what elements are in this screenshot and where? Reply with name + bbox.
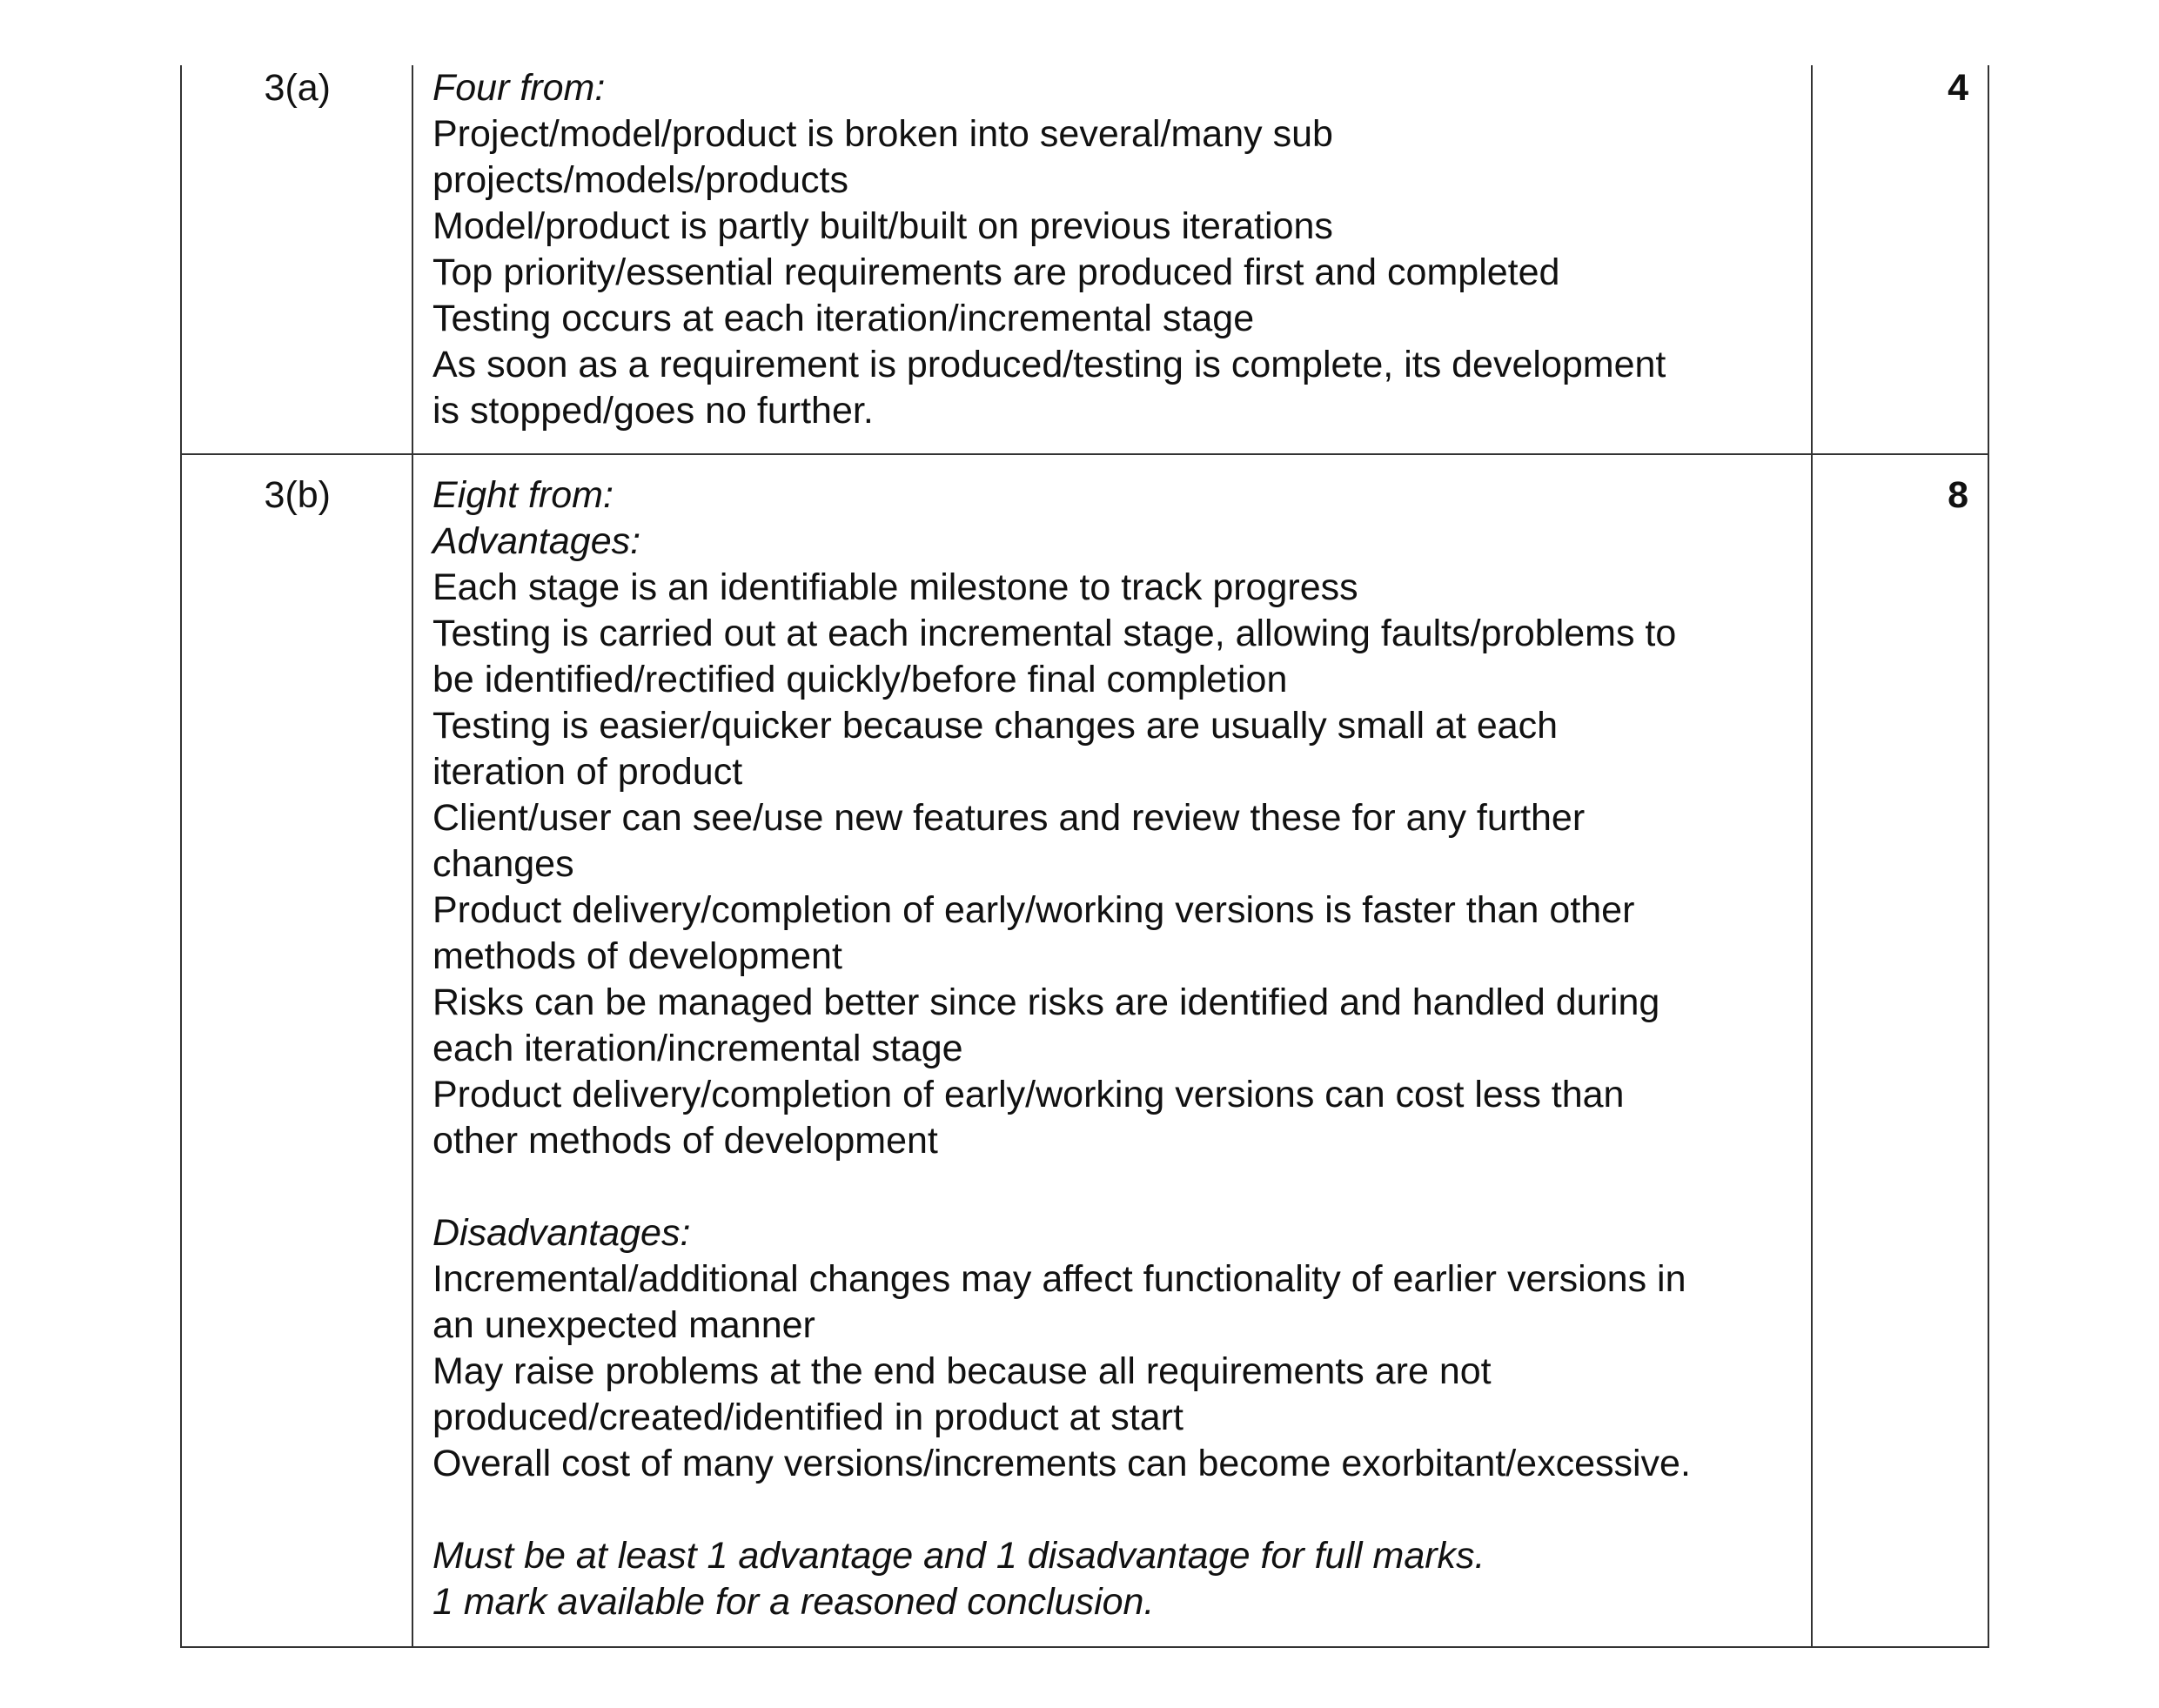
answer-cell (412, 65, 1812, 454)
answer-point: Model/product is partly built/built on previous iterations (432, 205, 1333, 247)
advantage-point: Testing is easier/quicker because changes are usually small at each (432, 705, 1559, 747)
answer-intro: Four from: (432, 67, 606, 109)
advantage-point: Product delivery/completion of early/working versions is faster than other (432, 889, 1635, 931)
answer-point: is stopped/goes no further. (432, 390, 874, 432)
advantage-point: each iteration/incremental stage (432, 1028, 963, 1069)
advantage-point: Client/user can see/use new features and review these for any further (432, 797, 1586, 839)
answer-point: projects/models/products (432, 159, 848, 201)
advantage-point: Testing is carried out at each incremental stage, allowing faults/problems to (432, 613, 1677, 654)
question-number: 3(a) (181, 65, 412, 454)
advantage-point: changes (432, 843, 574, 885)
marking-note: Must be at least 1 advantage and 1 disadvantage for full marks. (432, 1535, 1485, 1577)
disadvantage-point: produced/created/identified in product at start (432, 1397, 1183, 1438)
answer-intro: Eight from: (432, 474, 614, 516)
advantage-point: Each stage is an identifiable milestone to track progress (432, 566, 1358, 608)
question-number: 3(b) (181, 454, 412, 1647)
advantage-point: methods of development (432, 935, 842, 977)
answer-point: Testing occurs at each iteration/incremental stage (432, 298, 1255, 339)
spacer (432, 1164, 1794, 1210)
disadvantage-point: Overall cost of many versions/increments can become exorbitant/excessive. (432, 1443, 1691, 1484)
advantages-heading: Advantages: (432, 520, 641, 562)
answer-cell (412, 454, 1812, 1647)
mark-scheme-table (180, 65, 1989, 1648)
disadvantage-point: an unexpected manner (432, 1304, 815, 1346)
answer-point: Top priority/essential requirements are produced first and completed (432, 251, 1560, 293)
disadvantage-point: Incremental/additional changes may affect functionality of earlier versions in (432, 1258, 1686, 1300)
answer-point: As soon as a requirement is produced/testing is complete, its development (432, 344, 1666, 385)
spacer (432, 1487, 1794, 1533)
table-row-3b (181, 454, 1988, 1647)
advantage-point: other methods of development (432, 1120, 938, 1162)
table-row-3a (181, 65, 1988, 454)
marks-value: 8 (1812, 454, 1988, 1647)
marking-note: 1 mark available for a reasoned conclusion. (432, 1581, 1155, 1623)
answer-point: Project/model/product is broken into several/many sub (432, 113, 1333, 155)
advantage-point: be identified/rectified quickly/before final completion (432, 659, 1288, 700)
advantage-point: iteration of product (432, 751, 743, 793)
advantage-point: Product delivery/completion of early/working versions can cost less than (432, 1074, 1625, 1115)
marks-value: 4 (1812, 65, 1988, 454)
disadvantages-heading: Disadvantages: (432, 1212, 691, 1254)
disadvantage-point: May raise problems at the end because all requirements are not (432, 1350, 1492, 1392)
advantage-point: Risks can be managed better since risks are identified and handled during (432, 981, 1660, 1023)
